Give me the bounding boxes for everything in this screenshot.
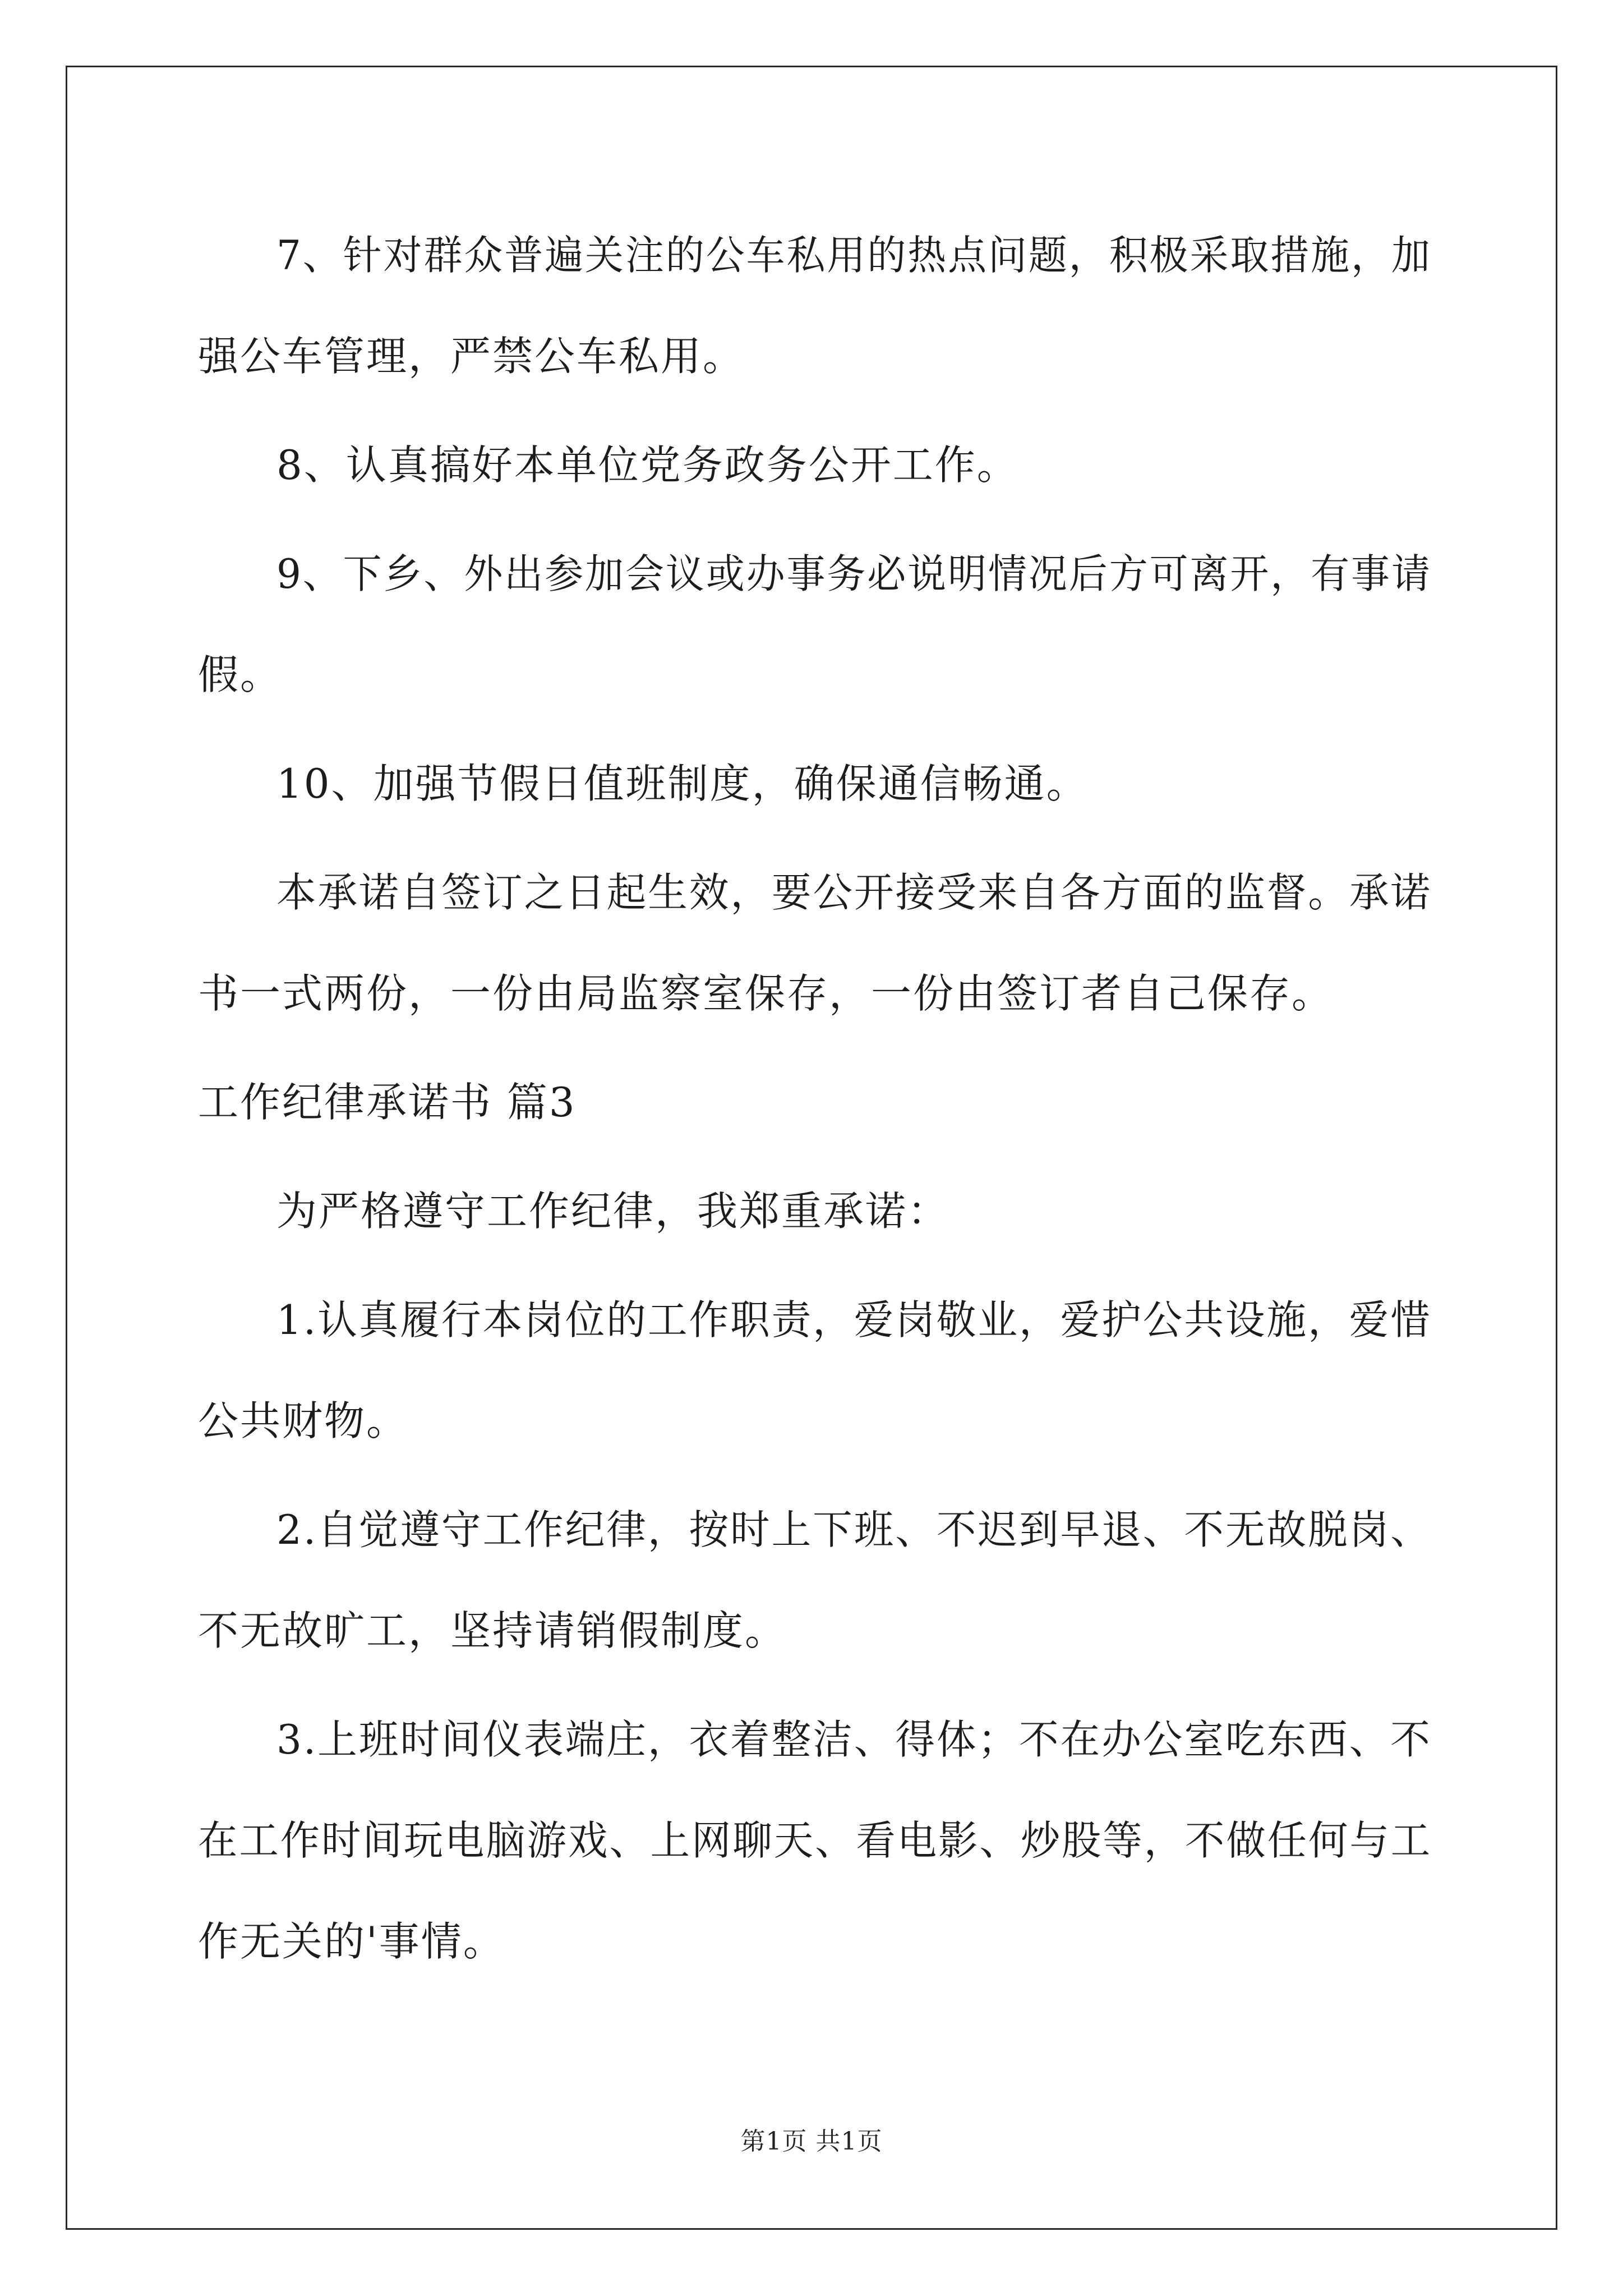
item-1-line-1: 1.认真履行本岗位的工作职责，爱岗敬业，爱护公共设施，爱惜 — [276, 1296, 1432, 1343]
item-3-line-3: 作无关的'事情。 — [198, 1918, 505, 1965]
page-border — [66, 66, 1557, 2230]
closing-paragraph-line-1: 本承诺自签订之日起生效，要公开接受来自各方面的监督。承诺 — [276, 869, 1432, 916]
page-number-footer: 第1页 共1页 — [740, 2127, 883, 2156]
paragraph-9-line-2: 假。 — [198, 651, 283, 698]
paragraph-7-line-2: 强公车管理，严禁公车私用。 — [198, 333, 745, 380]
item-3-line-1: 3.上班时间仪表端庄，衣着整洁、得体；不在办公室吃东西、不 — [276, 1716, 1432, 1763]
item-2-line-1: 2.自觉遵守工作纪律，按时上下班、不迟到早退、不无故脱岗、 — [276, 1506, 1432, 1553]
paragraph-7-line-1: 7、针对群众普遍关注的公车私用的热点问题，积极采取措施，加 — [276, 232, 1432, 279]
paragraph-10: 10、加强节假日值班制度，确保通信畅通。 — [276, 760, 1089, 807]
section-heading: 工作纪律承诺书 篇3 — [198, 1079, 577, 1126]
item-3-line-2: 在工作时间玩电脑游戏、上网聊天、看电影、炒股等，不做任何与工 — [198, 1817, 1432, 1864]
closing-paragraph-line-2: 书一式两份，一份由局监察室保存，一份由签订者自己保存。 — [198, 970, 1334, 1017]
paragraph-8: 8、认真搞好本单位党务政务公开工作。 — [276, 441, 1019, 489]
intro-paragraph: 为严格遵守工作纪律，我郑重承诺： — [276, 1188, 950, 1235]
item-1-line-2: 公共财物。 — [198, 1397, 409, 1444]
paragraph-9-line-1: 9、下乡、外出参加会议或办事务必说明情况后方可离开，有事请 — [276, 550, 1432, 597]
item-2-line-2: 不无故旷工，坚持请销假制度。 — [198, 1607, 787, 1654]
